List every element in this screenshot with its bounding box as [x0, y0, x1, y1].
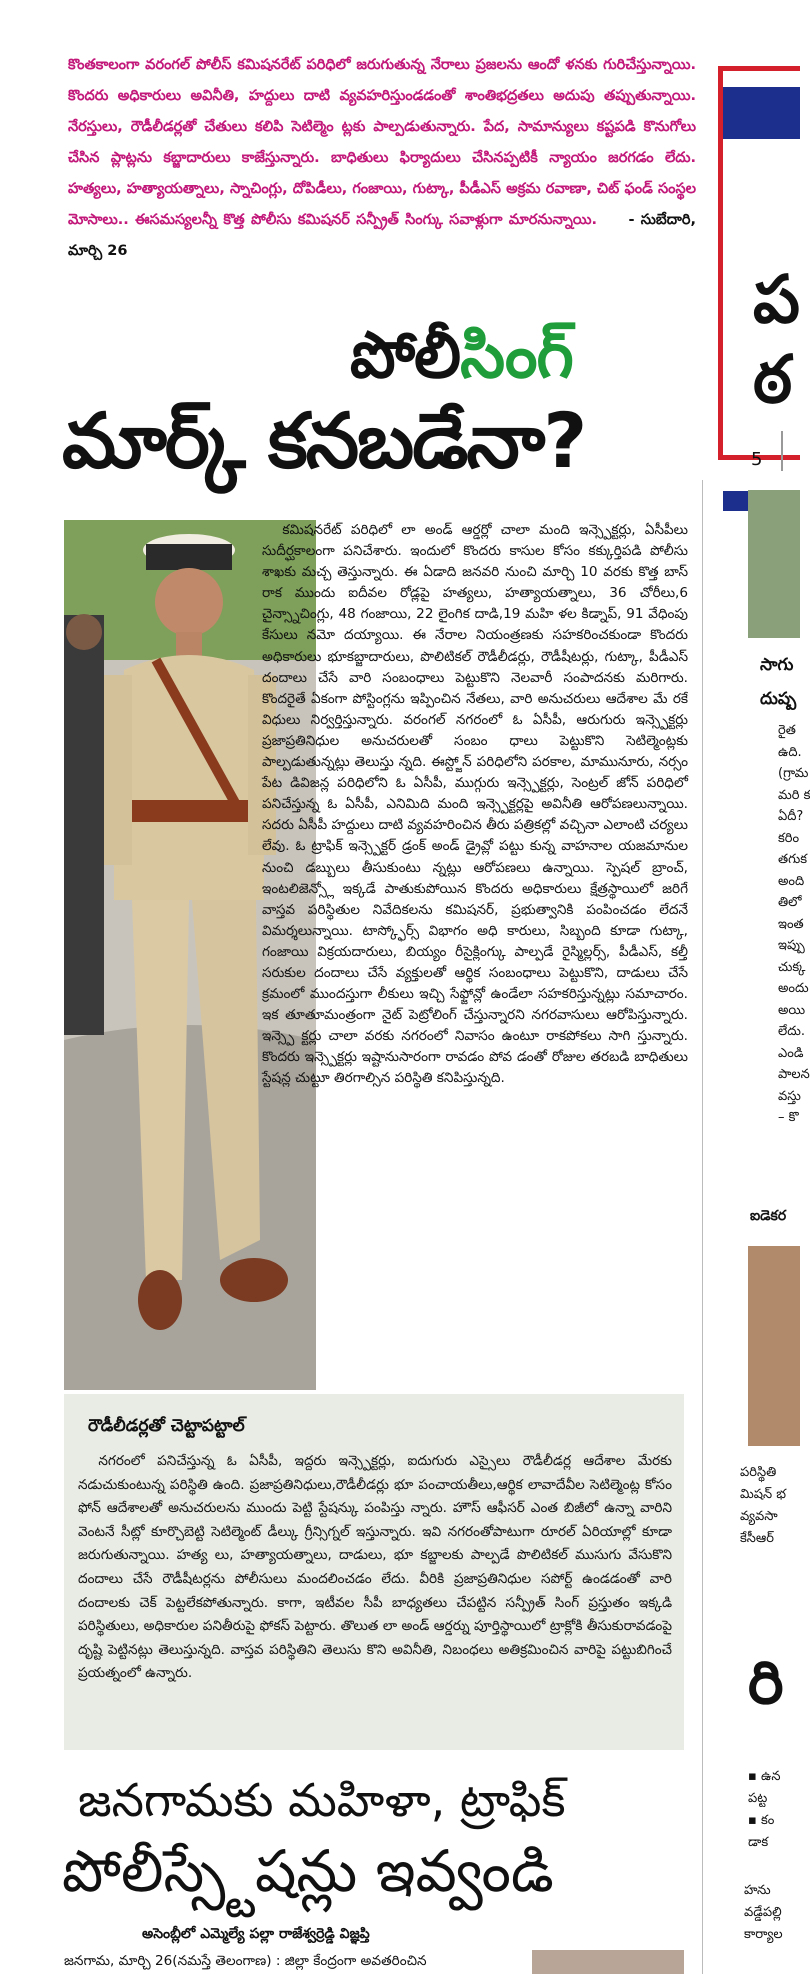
headline-line2: మార్క్ కనబడేనా? [62, 396, 586, 485]
headline-line1 [350, 318, 573, 394]
right-bullet-line: ▪ ఉన [748, 1769, 781, 1784]
right-footer-line: వడ్డేపల్లి [744, 1905, 782, 1920]
right-text-line: (గ్రామ [778, 766, 809, 781]
right-column-photo [748, 1246, 800, 1446]
right-headline-line2: దుష్ప [760, 689, 797, 709]
story2-headline1: జనగామకు మహిళా, ట్రాఫిక్ [78, 1773, 566, 1827]
advertisement-box [718, 66, 800, 470]
right-text-line: మరి క [778, 787, 810, 803]
right-text-line: – కొ [778, 1110, 799, 1125]
right-caption-line: వ్యవసా [740, 1509, 778, 1524]
right-bullet-line: డాక [748, 1835, 769, 1850]
right-footer-line: కార్యాల [744, 1927, 783, 1942]
right-text-line: వస్తు [778, 1088, 801, 1104]
ad-separator [781, 431, 783, 471]
ad-number: 5 [751, 449, 763, 470]
right-caption-line: పరిస్థితి [740, 1465, 777, 1480]
intro-byline: - సుబేదారి, మార్చి 26 [68, 212, 696, 259]
right-text-line: అంది [778, 873, 805, 889]
right-column-caption [740, 1462, 800, 1550]
ad-large-letter-1: ప [753, 261, 800, 338]
right-caption-line: మిషన్ భ [740, 1487, 787, 1502]
right-text-line: చుక్క [778, 959, 806, 975]
story2-subhead: అసెంబ్లీలో ఎమ్మెల్యే పల్లా రాజేశ్వర్రెడ్డి విజ్ఞప్తి [142, 1926, 370, 1942]
right-text-line: అందు [778, 981, 809, 996]
box-text: నగరంలో పనిచేస్తున్న ఓ ఏసీపీ, ఇద్దరు ఇన్స్పెక్టర్లు, ఐదుగురు ఎస్సైలు రౌడీలీడర్ల ఆదేశాల మేరకు నడుచుకుంటున్న పరిస్థితి ఉంది. ప్రజాప్రతినిధులు,రౌడీలీడర్లు భూ పంచాయతీలు,ఆర్థిక లావాదేవీల సెటిల్మెంట్ల కోసం ఫోన్ ఆదేశాలతో అనుచరులను ముందు పెట్టి స్టేషన్కు పంపిస్తు న్నారు. హౌస్ ఆఫీసర్ ఎంత బిజీలో ఉన్నా వారిని వెంటనే సీట్లో కూర్చొబెట్టి సెటిల్మెంట్ డీల్కు గ్రీన్సిగ్నల్ ఇస్తున్నారు. ఇవి నగరంతోపాటుగా రూరల్ ఏరియాల్లో కూడా జరుగుతున్నాయి. హత్య లు, హత్యాయత్నాలు, దాడులు, భూ కబ్జాలకు పాల్పడే పొలిటికల్ ముసుగు వేసుకొని దందాలు చేసే రౌడీషీటర్లను పోలీసులు మందలించడం లేదు. వీరికి ప్రజాప్రతినిధుల సపోర్ట్ ఉండడంతో వారి దందాలకు చెక్ పెట్టలేకపోతున్నారు. కాగా, ఇటీవల సీపీ బాధ్యతలు చేపట్టిన సన్ప్రీత్ సింగ్ ప్రస్తుతం ఇక్కడి పరిస్థితులు, అధికారుల పనితీరుపై ఫోకస్ పెట్టారు. తొలుత లా అండ్ ఆర్డర్ను పూర్తిస్థాయిలో ట్రాక్లోకి తీసుకురావడంపై దృష్టి పెట్టినట్లు తెలుస్తున్నది. వాస్తవ పరిస్థితిని తెలుసు కొని అవినీతి, నిబంధలు అతిక్రమించిన వారిపై పట్టుబిగించే ప్రయత్నంలో ఉన్నారు. [78, 1453, 673, 1682]
right-footer-line: హను [744, 1883, 771, 1898]
right-text-line: ఏదీ? [778, 809, 804, 824]
column-divider [702, 480, 703, 1974]
sidebar-box [64, 1394, 684, 1750]
right-column-footer-text [744, 1880, 800, 1946]
intro-text: కొంతకాలంగా వరంగల్ పోలీస్ కమిషనరేట్ పరిధిలో జరుగుతున్న నేరాలు ప్రజలను ఆందో ళనకు గురిచేస్తున్నాయి. కొందరు అధికారులు అవినీతి, హద్దులు దాటి వ్యవహరిస్తుండడంతో శాంతిభద్రతలు అదుపు తప్పుతున్నాయి. నేరస్తులు, రౌడీలీడర్లతో చేతులు కలిపి సెటిల్మెం ట్లకు పాల్పడుతున్నారు. పేద, సామాన్యులు కష్టపడి కొనుగోలు చేసిన ప్లాట్లను కబ్జాదారులు కాజేస్తున్నారు. బాధితులు ఫిర్యాదులు చేసినప్పటికీ న్యాయం జరగడం లేదు. హత్యలు, హత్యాయత్నాలు, స్నాచింగ్లు, దోపిడీలు, గంజాయి, గుట్కా, పీడీఎస్ అక్రమ రవాణా, చిట్ ఫండ్ సంస్థల మోసాలు.. ఈసమస్యలన్నీ కొత్త పోలీసు కమిషనర్ సన్ప్రీత్ సింగ్కు సవాళ్లుగా మారనున్నాయి. [68, 57, 696, 228]
right-column-headline [760, 648, 796, 716]
intro-paragraph [68, 50, 696, 267]
right-column-bullets [748, 1766, 800, 1854]
right-text-line: ఇప్పు [778, 938, 805, 953]
right-caption-line: కేసీఆర్ [740, 1531, 774, 1546]
story2-headline2: పోలీస్స్టేషన్లు ఇవ్వండి [62, 1837, 554, 1905]
right-column-label: ఐడెకర [750, 1208, 787, 1224]
right-text-line: రైత [778, 723, 796, 738]
right-text-line: ఉది. [778, 744, 802, 760]
right-column-text [778, 720, 810, 1129]
right-column-thumbnail [748, 490, 800, 638]
ad-large-letter-2: ఠ [753, 341, 793, 418]
story2-lead: జనగామ, మార్చి 26(నమస్తే తెలంగాణ) : జిల్లా కేంద్రంగా అవతరించిన [64, 1953, 427, 1969]
right-bullet-line: ▪ కం [748, 1813, 775, 1828]
headline-part2: సింగ్ [460, 319, 573, 393]
right-text-line: అయి [778, 1002, 806, 1018]
right-text-line: పాలన [778, 1067, 810, 1082]
right-text-line: కరిం [778, 830, 800, 846]
right-text-line: తిలో [778, 895, 802, 910]
right-text-line: తగుక [778, 852, 807, 867]
ad-blue-band [723, 87, 800, 139]
headline-part1: పోలీ [350, 319, 461, 393]
article-body [262, 520, 688, 1090]
right-text-line: ఎండి [778, 1045, 804, 1061]
right-text-line: లేదు. [778, 1024, 806, 1039]
right-headline-line1: సాగు [760, 655, 794, 675]
right-bullet-line: పట్ట [748, 1791, 768, 1806]
right-text-line: ఇంత [778, 916, 804, 932]
story2-photo [532, 1950, 684, 1974]
body-paragraph: కమిషనరేట్ పరిధిలో లా అండ్ ఆర్డర్లో చాలా మంది ఇన్స్పెక్టర్లు, ఏసీపీలు సుదీర్ఘకాలంగా పనిచేశారు. ఇందులో కొందరు కాసుల కోసం కక్కుర్తిపడి పోలీసు శాఖకు మచ్చ తెస్తున్నారు. ఈ ఏడాది జనవరి నుంచి మార్చి 10 వరకు కొత్త బాస్ రాక ముందు ఐదీవల రోడ్లపై హత్యలు, హత్యాయత్నాలు, 36 చోరీలు,6 చైన్స్నాచింగ్లు, 48 గంజాయి, 22 లైంగిక దాడి,19 మహి ళల కిడ్నాప్, 91 వేధింపు కేసులు నమో దయ్యాయి. ఈ నేరాల నియంత్రణకు సహకరించకుండా కొందరు అధికారులు భూకబ్జాదారులు, పొలిటికల్ రౌడీలీడర్లు, రౌడీషీటర్లు, గుట్కా, పీడీఎస్ దందాలు చేసే వారి సంబంధాలు పెట్టుకొని నెలవారీ సంపాదనకు మరిగారు. కొందరైతే ఏకంగా పోస్టింగ్లను ఇప్పించిన నేతలు, వారి అనుచరులు ఆదేశాల మే రకే విధులు నిర్వర్తిస్తున్నారు. వరంగల్ నగరంలో ఓ ఏసీపీ, ఆరుగురు ఇన్స్పెక్టర్లు ప్రజాప్రతినిధుల అనుచరులతో సంబం ధాలు పెట్టుకొని సెటిల్మెంట్లకు పాల్పడుతున్నట్లు తెలుస్తు న్నది. ఈస్ట్జోన్ పరిధిలోని పరకాల, మామునూరు, నర్సం పేట డివిజన్ల పరిధిలోని ఓ ఏసీపీ, ముగ్గురు ఇన్స్పెక్టర్లు, సెంట్రల్ జోన్ పరిధిలో పనిచేస్తున్న ఓ ఏసీపీ, ఎనిమిది మంది ఇన్స్పెక్టర్లపై అవినీతి ఆరోపణలున్నాయి. సదరు ఏసీపీ హద్దులు దాటి వ్యవహరించిన తీరు పత్రికల్లో వచ్చినా ఎలాంటి చర్యలు లేవు. ఓ ట్రాఫిక్ ఇన్స్పెక్టర్ డ్రంక్ అండ్ డ్రైవ్లో పట్టు కున్న వాహనాల యజమానుల నుంచి డబ్బులు తీసుకుంటు న్నట్లు ఆరోపణలు ఉన్నాయి. స్పెషల్ బ్రాంచ్, ఇంటలిజెన్స్లో ఇక్కడే పాతుకుపోయిన కొందరు అధికారులు క్షేత్రస్థాయిలో జరిగే వాస్తవ పరిస్థితుల నివేదికలను కమిషనర్, ప్రభుత్వానికి పంపించడం లేదనే విమర్శలున్నాయి. టాస్క్ఫోర్స్ విభాగం అధి కారులు, సిబ్బంది కూడా గుట్కా, గంజాయి విక్రయదారులు, బియ్యం రీసైక్లింగ్కు పాల్పడే రైస్మిల్లర్స్, పీడీఎస్, కల్తీ సరుకుల దందాలు చేసే వ్యక్తులతో ఆర్థిక సంబంధాలు పెట్టుకొని, దాడులు చేసే క్రమంలో ముందస్తుగా లీకులు ఇచ్చి సేఫ్జోన్లో ఉండేలా సహకరిస్తున్నట్లు సమాచారం. ఇక తూతూమంత్రంగా నైట్ పెట్రోలింగ్ చేస్తున్నారని నగరవాసులు ఆరోపిస్తున్నారు. ఇన్స్పె క్టర్లు చాలా వరకు నగరంలో నివాసం ఉంటూ రాకపోకలు సాగి స్తున్నారు. కొందరు ఇన్స్పెక్టర్లు ఇష్టానుసారంగా రావడం పోవ డంతో రోజుల తరబడి బాధితులు స్టేషన్ల చుట్టూ తిరగాల్సిన పరిస్థితి కనిపిస్తున్నది. [262, 522, 688, 1087]
box-title: రౌడీలీడర్లతో చెట్టాపట్టాల్ [88, 1416, 245, 1436]
right-column-big-letter: రి [748, 1648, 784, 1718]
